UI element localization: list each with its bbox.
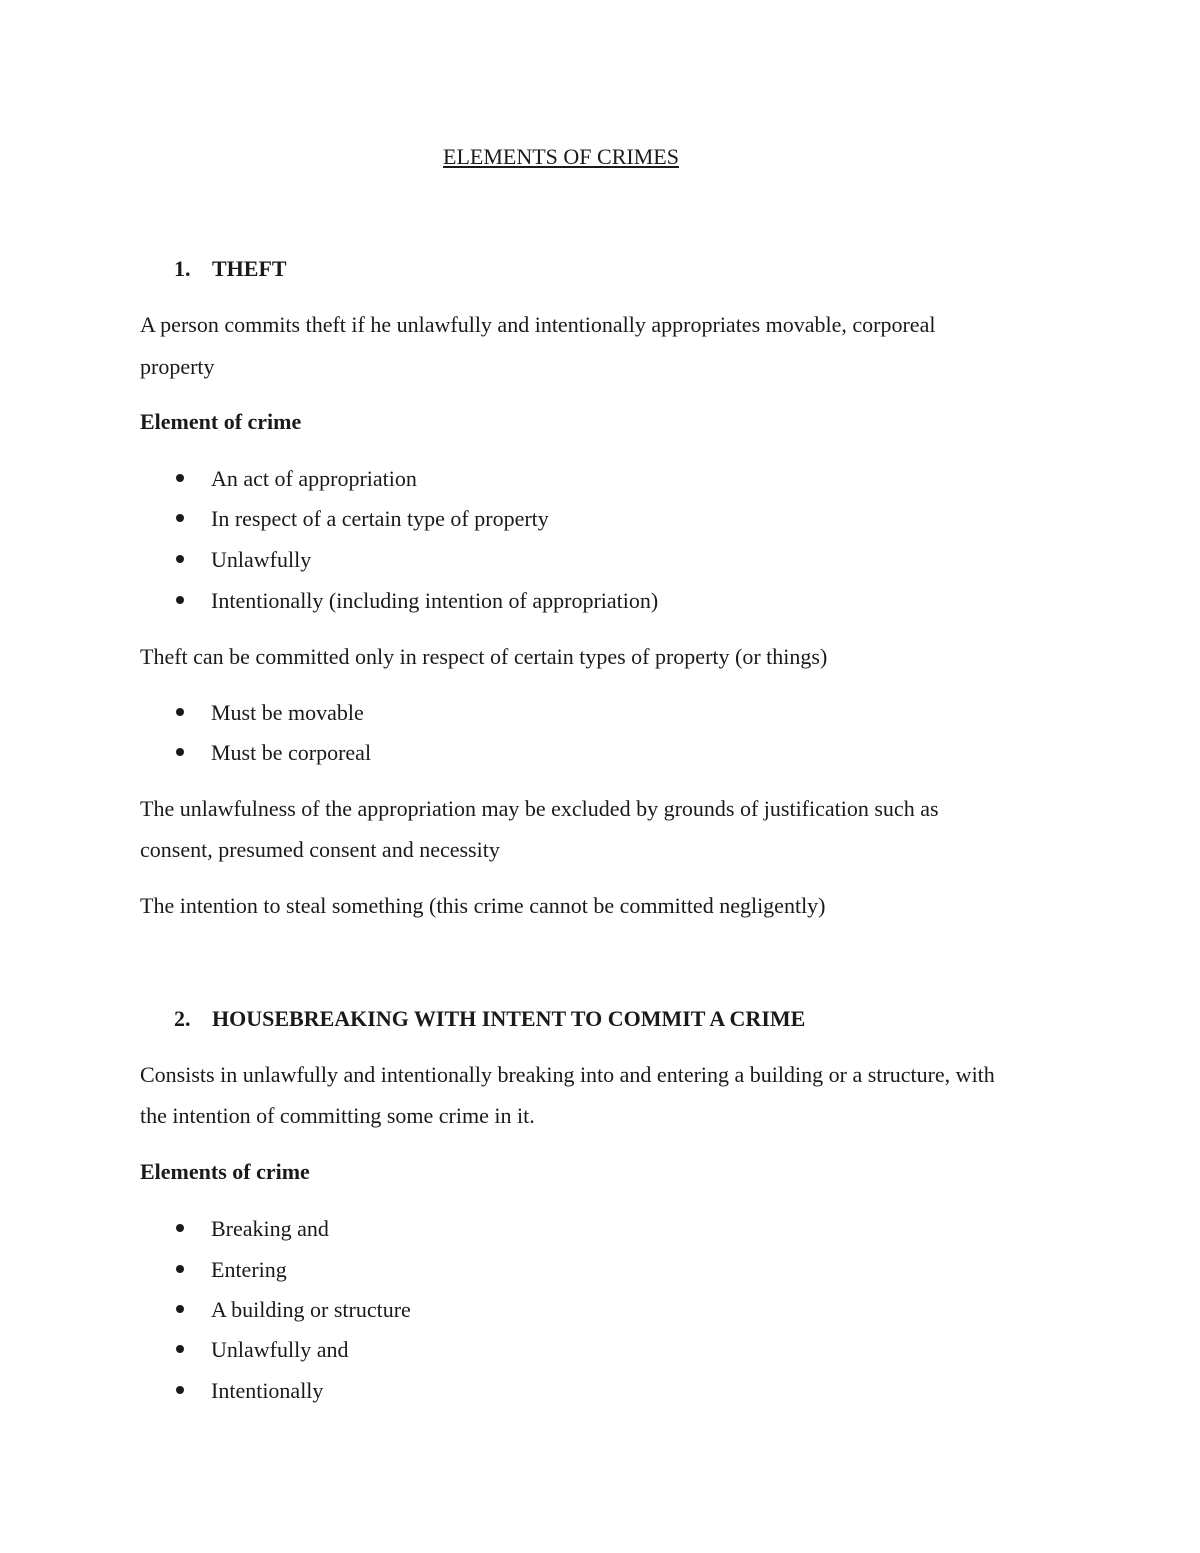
bullet-icon bbox=[176, 1265, 184, 1273]
bullet-icon bbox=[176, 474, 184, 482]
section-number: 2. bbox=[174, 1006, 191, 1031]
theft-elements-heading: Element of crime bbox=[140, 409, 302, 434]
bullet-icon bbox=[176, 1305, 184, 1313]
housebreaking-elements-heading: Elements of crime bbox=[140, 1159, 310, 1184]
list-item: Unlawfully and bbox=[211, 1337, 349, 1362]
theft-property-note: Theft can be committed only in respect of certain types of property (or things) bbox=[140, 644, 828, 669]
list-item: Unlawfully bbox=[211, 547, 312, 572]
theft-unlawfulness-line-1: The unlawfulness of the appropriation may be excluded by grounds of justification such as bbox=[140, 796, 939, 821]
section-heading-housebreaking: HOUSEBREAKING WITH INTENT TO COMMIT A CRIME bbox=[212, 1006, 806, 1031]
list-item: Entering bbox=[211, 1257, 287, 1282]
list-item: Intentionally (including intention of appropriation) bbox=[211, 588, 659, 613]
list-item: An act of appropriation bbox=[211, 466, 417, 491]
list-item: In respect of a certain type of property bbox=[211, 506, 549, 531]
list-item: Must be corporeal bbox=[211, 740, 372, 765]
bullet-icon bbox=[176, 555, 184, 563]
theft-intention-note: The intention to steal something (this crime cannot be committed negligently) bbox=[140, 893, 826, 918]
list-item: A building or structure bbox=[211, 1297, 411, 1322]
theft-unlawfulness-line-2: consent, presumed consent and necessity bbox=[140, 837, 500, 862]
list-item: Breaking and bbox=[211, 1216, 329, 1241]
bullet-icon bbox=[176, 1386, 184, 1394]
housebreaking-definition-line-2: the intention of committing some crime in it. bbox=[140, 1103, 535, 1128]
section-heading-theft: THEFT bbox=[212, 256, 287, 281]
bullet-icon bbox=[176, 1345, 184, 1353]
bullet-icon bbox=[176, 748, 184, 756]
section-number: 1. bbox=[174, 256, 191, 281]
theft-definition-line-2: property bbox=[140, 354, 215, 379]
bullet-icon bbox=[176, 514, 184, 522]
bullet-icon bbox=[176, 708, 184, 716]
theft-definition-line-1: A person commits theft if he unlawfully and intentionally appropriates movable, corporeal bbox=[140, 312, 936, 337]
list-item: Intentionally bbox=[211, 1378, 324, 1403]
bullet-icon bbox=[176, 1224, 184, 1232]
housebreaking-definition-line-1: Consists in unlawfully and intentionally breaking into and entering a building or a structure, with bbox=[140, 1062, 995, 1087]
list-item: Must be movable bbox=[211, 700, 364, 725]
bullet-icon bbox=[176, 596, 184, 604]
document-title: ELEMENTS OF CRIMES bbox=[443, 144, 679, 169]
